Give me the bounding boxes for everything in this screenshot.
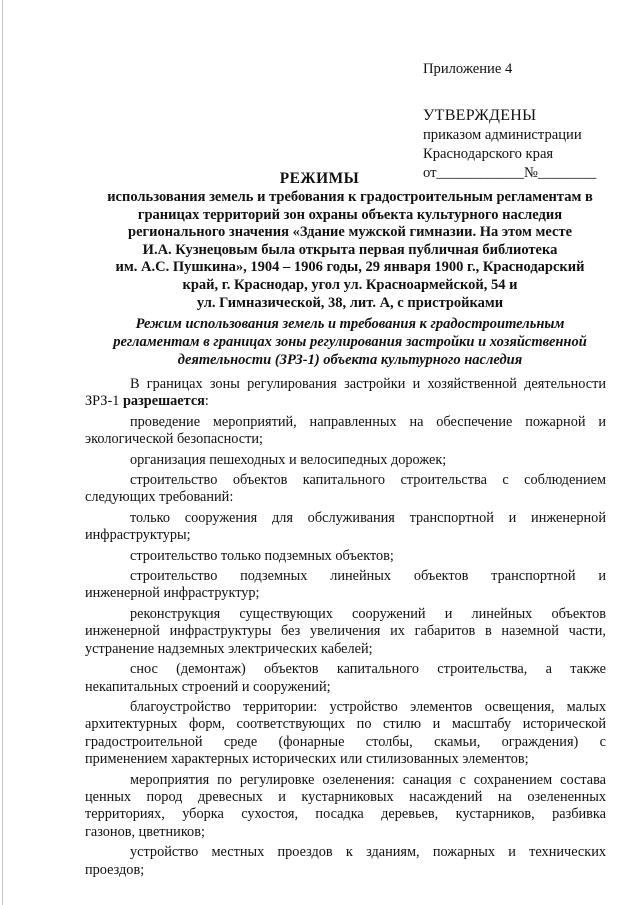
permitted-items-list: [85, 414, 606, 879]
permitted-item-line: некапитальных строений и сооружений;: [85, 678, 331, 695]
intro-zone-code: ЗРЗ-1: [85, 393, 123, 410]
permitted-item: [85, 568, 606, 603]
permitted-item-line: проездов;: [85, 861, 145, 878]
page-edge-line: [2, 0, 3, 905]
permitted-item-line: благоустройство территории: устройство элементов освещения, малых: [130, 698, 606, 715]
permitted-item-line: только сооружения для обслуживания транспортной и инженерной: [130, 509, 606, 526]
intro-permitted-keyword: разрешается: [122, 393, 205, 410]
subtitle-line: им. А.С. Пушкина», 1904 – 1906 годы, 29 января 1900 г., Краснодарский: [115, 259, 585, 276]
intro-line-1: В границах зоны регулирования застройки и хозяйственной деятельности: [130, 376, 606, 392]
permitted-item-line: строительство только подземных объектов;: [130, 547, 394, 564]
section-heading-line: Режим использования земель и требования к градостроительным: [135, 316, 565, 332]
permitted-item-line: инфраструктуры;: [85, 527, 191, 544]
permitted-item-line: организация пешеходных и велосипедных дорожек;: [130, 451, 447, 468]
approved-heading: УТВЕРЖДЕНЫ: [423, 107, 537, 124]
subtitle-line: границах территорий зон охраны объекта культурного наследия: [137, 206, 563, 223]
permitted-item-line: применением характерных исторических или стилизованных элементов;: [85, 751, 529, 768]
intro-line-2: [85, 393, 606, 410]
document-subtitle: [90, 189, 610, 312]
subtitle-line: регионального значения «Здание мужской гимназии. На этом месте: [128, 224, 572, 241]
permitted-item: [85, 606, 606, 658]
permitted-item-line: мероприятия по регулировке озеленения: санация с сохранением состава: [130, 771, 606, 788]
permitted-item: [85, 452, 606, 469]
permitted-item-line: инженерной инфраструктур;: [85, 585, 260, 602]
subtitle-line: край, г. Краснодар, угол ул. Красноармейской, 54 и: [182, 276, 518, 293]
permitted-item-line: устройство местных проездов к зданиям, пожарных и технических: [130, 844, 606, 861]
permitted-item-line: реконструкция существующих сооружений и линейных объектов: [130, 605, 606, 622]
approval-block: [423, 60, 633, 183]
order-date-number-line: от____________№________: [423, 165, 597, 181]
permitted-item-line: строительство подземных линейных объектов транспортной и: [130, 568, 606, 585]
permitted-item-line: проведение мероприятий, направленных на обеспечение пожарной и: [130, 413, 606, 430]
permitted-item: [85, 661, 606, 696]
section-heading: [90, 315, 610, 369]
permitted-item-line: газонов, цветников;: [85, 823, 205, 840]
permitted-item: [85, 414, 606, 449]
appendix-label: Приложение 4: [423, 61, 513, 77]
document-body: [85, 376, 606, 882]
permitted-item-line: архитектурных форм, соответствующих по стилю и масштабу исторической: [85, 716, 606, 733]
permitted-item: [85, 844, 606, 879]
permitted-item-line: ценных пород древесных и кустарниковых насаждений на озелененных: [85, 788, 606, 805]
permitted-item: [85, 472, 606, 507]
section-heading-line: деятельности (ЗРЗ-1) объекта культурного наследия: [177, 352, 523, 368]
permitted-item: [85, 548, 606, 565]
permitted-item-line: строительство объектов капитального строительства с соблюдением: [130, 472, 606, 489]
permitted-item-line: экологической безопасности;: [85, 431, 263, 448]
permitted-item-line: градостроительной среде (фонарные столбы, скамьи, ограждения) с: [85, 733, 606, 750]
permitted-item-line: инженерной инфраструктуры без увеличения их габаритов в наземной части,: [85, 623, 606, 640]
intro-colon: :: [204, 393, 209, 410]
permitted-item: [85, 699, 606, 769]
subtitle-line: использования земель и требования к градостроительным регламентам в: [107, 189, 593, 205]
subtitle-line: ул. Гимназической, 38, лит. А, с пристройками: [196, 294, 504, 311]
approval-line-2: Краснодарского края: [423, 146, 554, 162]
section-heading-line: регламентам в границах зоны регулирования застройки и хозяйственной: [113, 334, 587, 350]
permitted-item-line: устранение надземных электрических кабелей;: [85, 640, 373, 657]
intro-paragraph: [85, 376, 606, 411]
permitted-item-line: снос (демонтаж) объектов капитального строительства, а также: [130, 661, 606, 678]
permitted-item-line: следующих требований:: [85, 489, 234, 506]
permitted-item-line: территориях, уборка сухостоя, посадка деревьев, кустарников, разбивка: [85, 806, 606, 823]
permitted-item: [85, 510, 606, 545]
document-title: РЕЖИМЫ: [279, 170, 360, 187]
subtitle-line: И.А. Кузнецовым была открыта первая публичная библиотека: [142, 241, 558, 258]
approval-line-1: приказом администрации: [423, 127, 582, 143]
permitted-item: [85, 772, 606, 842]
